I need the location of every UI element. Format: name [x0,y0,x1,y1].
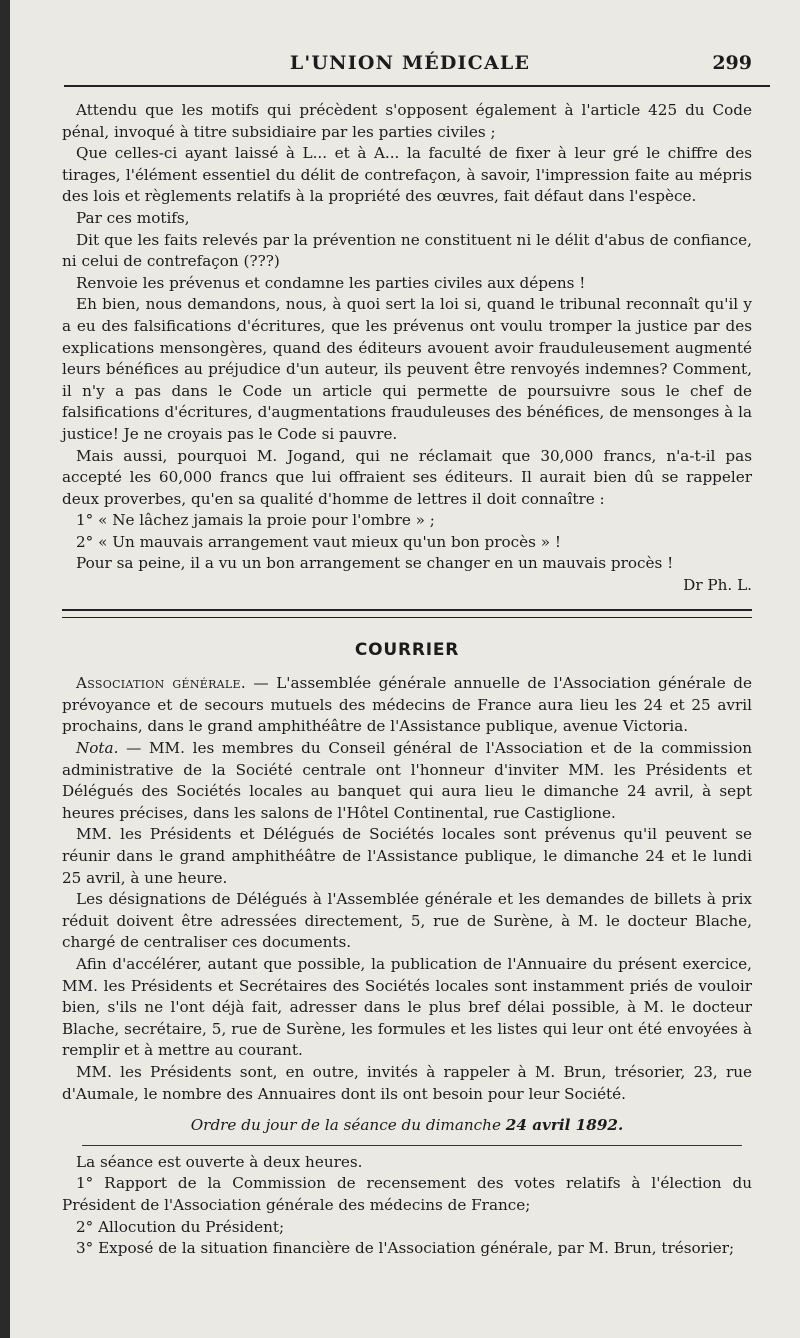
article-paragraph: Mais aussi, pourquoi M. Jogand, qui ne réclamait que 30,000 francs, n'a-t-il pas accepté les 60,000 francs que lui offraient ses éditeurs. Il aurait bien dû se rappeler deux proverbes, qu'en sa qualité d'homme de lettres il doit connaître : [62,446,752,508]
agenda-item: La séance est ouverte à deux heures. [76,1152,363,1171]
proverb-item: 2° « Un mauvais arrangement vaut mieux qu'un bon procès » ! [76,532,561,551]
courrier-paragraph: Afin d'accélérer, autant que possible, la publication de l'Annuaire du présent exercice, MM. les Présidents et Secrétaires des Sociétés locales sont instamment priés de vouloir bien, s'ils ne l'ont déjà fait, adresser dans le plus bref délai possible, à M. le docteur Blache, secrétaire, 5, rue de Surène, les formules et les listes qui leur ont été envoyées à remplir et à mettre au courant. [62,954,752,1060]
agenda-item: 1° Rapport de la Commission de recensement des votes relatifs à l'élection du Président de l'Association générale des médecins de France; [62,1174,752,1214]
article-paragraph: Eh bien, nous demandons, nous, à quoi sert la loi si, quand le tribunal reconnaît qu'il y a eu des falsifications d'écritures, que les prévenus ont voulu tromper la justice par des explications mensongères, quand des éditeurs avouent avoir frauduleusement augmenté leurs bénéfices au préjudice d'un auteur, ils peuvent être renvoyés indemnes? Comment, il n'y a pas dans le Code un article qui permette de poursuivre sous le chef de falsifications d'écritures, d'augmentations frauduleuses des bénéfices, de mensonges à la justice! Je ne croyais pas le Code si pauvre. [62,295,752,443]
page-number: 299 [712,52,752,74]
agenda-item: 3° Exposé de la situation financière de l'Association générale, par M. Brun, trésorier; [76,1239,735,1258]
article-paragraph: Par ces motifs, [76,208,190,227]
header-rule [64,85,770,87]
running-head [60,48,760,78]
courrier-paragraph: MM. les Présidents sont, en outre, invités à rappeler à M. Brun, trésorier, 23, rue d'Aumale, le nombre des Annuaires dont ils ont besoin pour leur Société. [62,1062,752,1103]
agenda-item: 2° Allocution du Président; [76,1217,285,1236]
courrier-paragraph: MM. les Présidents et Délégués de Sociétés locales sont prévenus qu'il peuvent se réunir dans le grand amphithéâtre de l'Assistance publique, le dimanche 24 et le lundi 25 avril, à une heure. [62,825,752,887]
lead-label: Association générale. [76,674,246,693]
article-paragraph: Pour sa peine, il a vu un bon arrangement se changer en un mauvais procès ! [76,554,674,573]
nota-text: — MM. les membres du Conseil général de l'Association et de la commission administrative de la Société centrale ont l'honneur d'inviter MM. les Présidents et Délégués des Sociétés locales au banquet qui aura lieu le dimanche 24 avril, à sept heures précises, dans les salons de l'Hôtel Continental, rue Castiglione. [62,739,752,822]
text-column [62,100,752,1260]
lead-text: — L'assemblée générale annuelle de l'Association générale de prévoyance et de secours mutuels des médecins de France aura lieu les 24 et 25 avril prochains, dans le grand amphithéâtre de l'Assistance publique, avenue Victoria. [62,674,753,736]
section-title: COURRIER [354,639,460,660]
agenda-title [62,1115,752,1137]
proverb-item: 1° « Ne lâchez jamais la proie pour l'ombre » ; [76,511,435,530]
article-paragraph: Dit que les faits relevés par la prévention ne constituent ni le délit d'abus de confiance, ni celui de contrefaçon (???) [62,230,752,271]
journal-title: L'UNION MÉDICALE [289,52,531,74]
courrier-paragraph: Les désignations de Délégués à l'Assemblée générale et les demandes de billets à prix réduit doivent être adressées directement, 5, rue de Surène, à M. le docteur Blache, chargé de centraliser ces documents. [62,890,752,952]
agenda-rule [82,1145,742,1146]
article-paragraph: Attendu que les motifs qui précèdent s'opposent également à l'article 425 du Code pénal, invoqué à titre subsidiaire par les parties civiles ; [62,101,752,141]
article-signature: Dr Ph. L. [683,576,752,595]
article-paragraph: Que celles-ci ayant laissé à L... et à A... la faculté de fixer à leur gré le chiffre des tirages, l'élément essentiel du délit de contrefaçon, à savoir, l'impression faite au mépris des lois et règlements relatifs à la propriété des œuvres, fait défaut dans l'espèce. [62,144,752,206]
section-divider [62,609,752,618]
courrier-lead [62,673,752,738]
nota-label: Nota. [76,739,119,758]
agenda-title-prefix: Ordre du jour de la séance du dimanche [190,1116,506,1135]
courrier-nota [62,738,752,824]
page-binding-edge [0,0,10,1338]
article-paragraph: Renvoie les prévenus et condamne les parties civiles aux dépens ! [76,273,586,292]
agenda-title-date: 24 avril 1892. [505,1116,624,1135]
